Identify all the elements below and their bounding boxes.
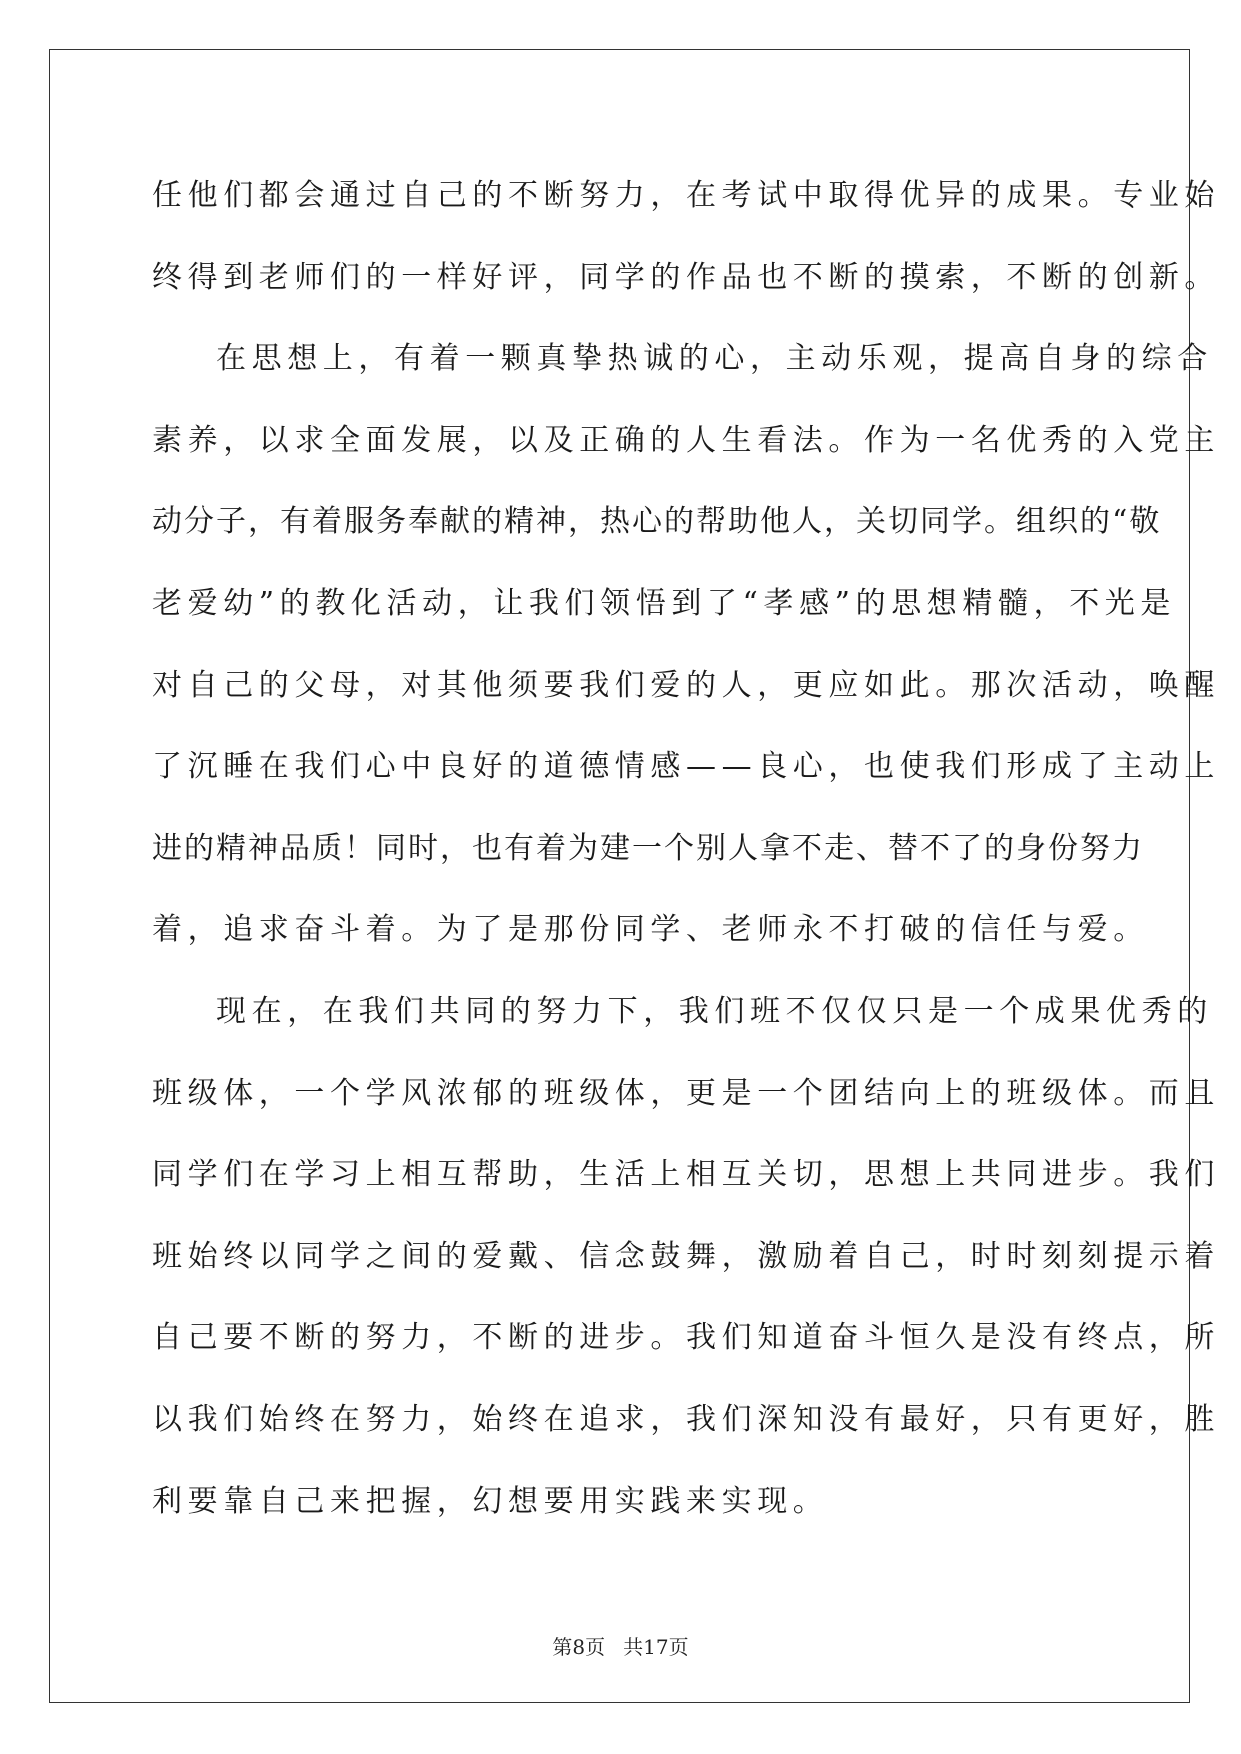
text-line: 以我们始终在努力，始终在追求，我们深知没有最好，只有更好，胜: [152, 1401, 1220, 1437]
text-line: 对自己的父母，对其他须要我们爱的人，更应如此。那次活动，唤醒: [152, 667, 1220, 703]
text-line: 任他们都会通过自己的不断努力，在考试中取得优异的成果。专业始: [152, 178, 1220, 213]
text-line: 老爱幼”的教化活动，让我们领悟到了“孝感”的思想精髓，不光是: [152, 585, 1177, 621]
text-line: 了沉睡在我们心中良好的道德情感——良心，也使我们形成了主动上: [152, 749, 1220, 785]
text-line: 终得到老师们的一样好评，同学的作品也不断的摸索，不断的创新。: [152, 259, 1220, 295]
page-number: 第8页: [552, 1635, 606, 1659]
paragraph-first-line: 在思想上，有着一颗真挚热诚的心，主动乐观，提高自身的综合: [216, 341, 1213, 377]
text-line: 素养，以求全面发展，以及正确的人生看法。作为一名优秀的入党主: [152, 422, 1220, 458]
text-line: 同学们在学习上相互帮助，生活上相互关切，思想上共同进步。我们: [152, 1157, 1220, 1193]
text-line: 班始终以同学之间的爱戴、信念鼓舞，激励着自己，时时刻刻提示着: [152, 1238, 1220, 1274]
text-line: 利要靠自己来把握，幻想要用实践来实现。: [152, 1483, 829, 1519]
page-total: 共17页: [623, 1635, 689, 1659]
text-line: 班级体，一个学风浓郁的班级体，更是一个团结向上的班级体。而且: [152, 1075, 1220, 1111]
text-line: 着，追求奋斗着。为了是那份同学、老师永不打破的信任与爱。: [152, 912, 1149, 948]
text-line: 动分子，有着服务奉献的精神，热心的帮助他人，关切同学。组织的“敬: [152, 504, 1162, 540]
text-line: 自己要不断的努力，不断的进步。我们知道奋斗恒久是没有终点，所: [152, 1320, 1220, 1356]
document-body: [152, 155, 1220, 1542]
page-footer: [0, 1631, 1241, 1660]
paragraph-first-line: 现在，在我们共同的努力下，我们班不仅仅只是一个成果优秀的: [216, 993, 1213, 1029]
text-line: 进的精神品质！同时，也有着为建一个别人拿不走、替不了的身份努力: [152, 830, 1144, 866]
